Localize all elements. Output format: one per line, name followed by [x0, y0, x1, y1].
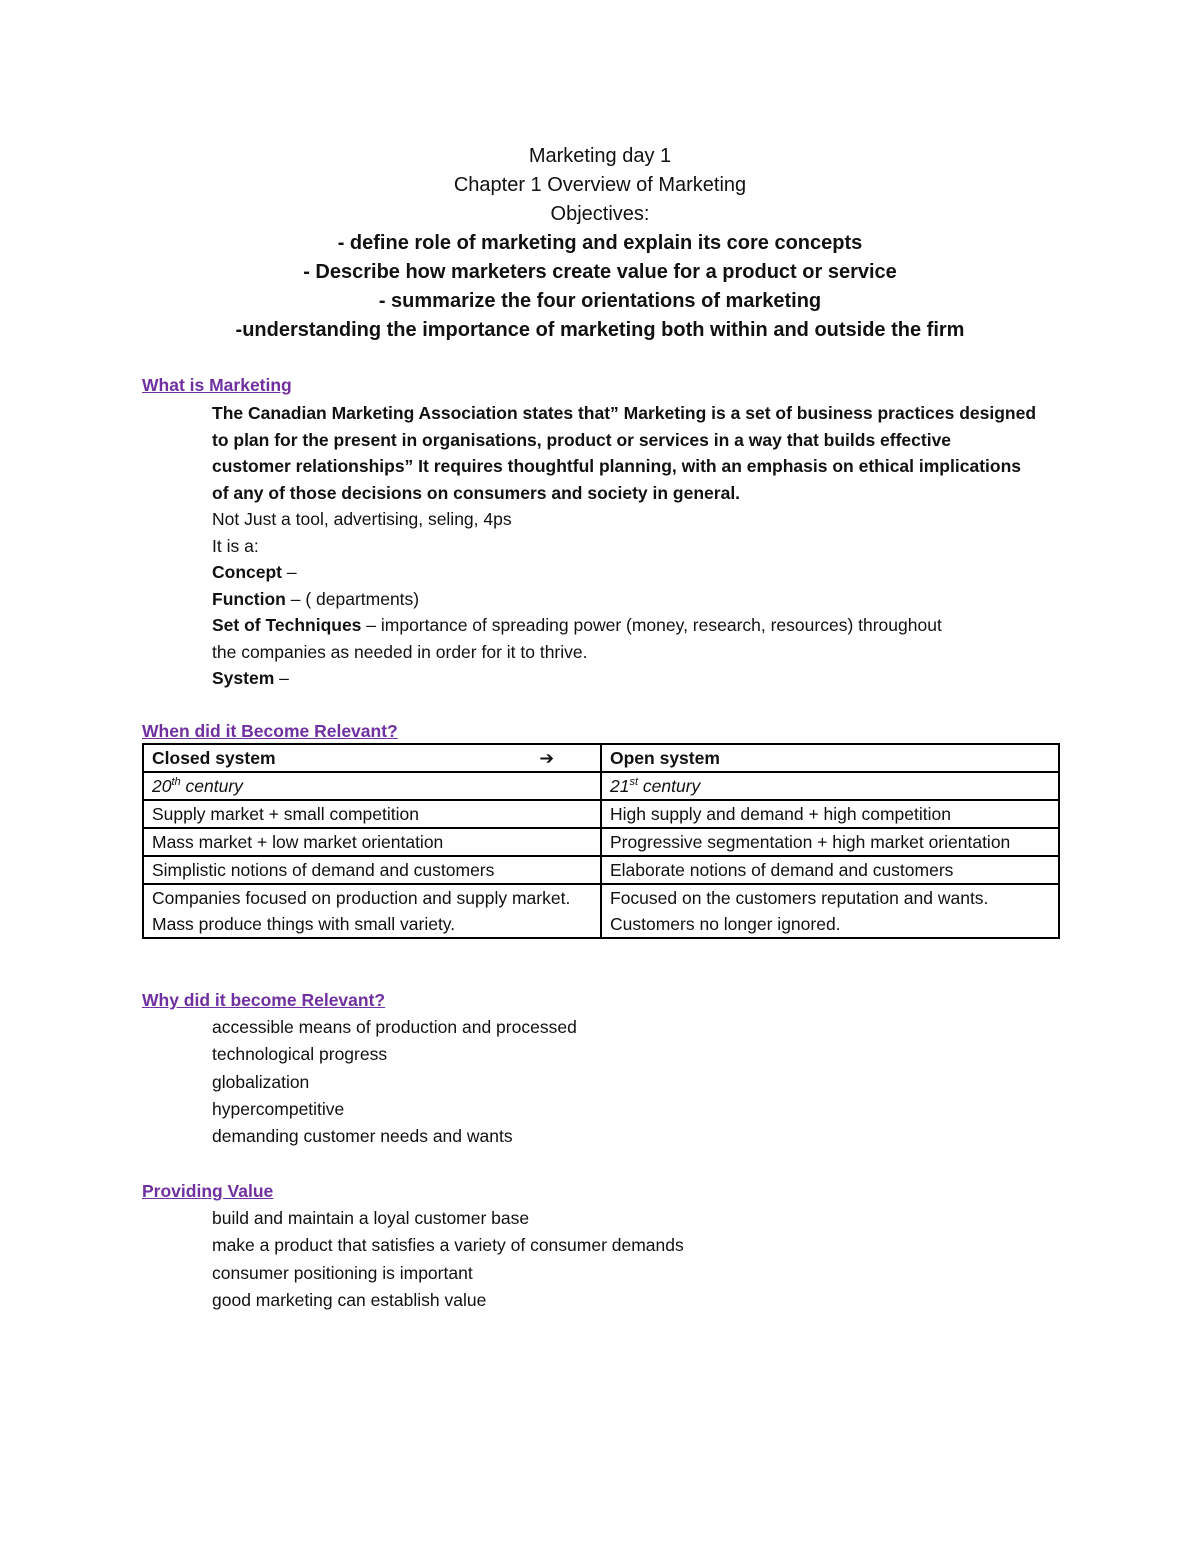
table-cell: Companies focused on production and supply market. Mass produce things with small variety.	[143, 884, 601, 938]
what-is-marketing-body	[212, 400, 1082, 692]
system-comparison-table	[142, 743, 1060, 939]
table-cell: Simplistic notions of demand and customers	[143, 856, 601, 884]
techniques-line-2: the companies as needed in order for it to thrive.	[212, 641, 588, 662]
table-cell: High supply and demand + high competition	[601, 800, 1059, 828]
century-word: century	[180, 776, 243, 796]
list-item: demanding customer needs and wants	[212, 1126, 513, 1147]
open-system-header: Open system	[610, 748, 720, 768]
objective-item: - summarize the four orientations of marketing	[378, 290, 822, 312]
objectives-label: Objectives:	[550, 203, 650, 225]
table-cell	[143, 772, 601, 800]
quote-line: The Canadian Marketing Association states that” Marketing is a set of business practices designed	[212, 403, 1037, 423]
page-title: Marketing day 1	[528, 145, 672, 167]
table-cell	[601, 772, 1059, 800]
closed-system-header: Closed system	[152, 748, 276, 768]
table-row	[143, 772, 1059, 800]
document-header	[0, 142, 1200, 345]
it-is-line: It is a:	[212, 535, 259, 556]
concept-label: Concept	[212, 562, 282, 582]
concept-line	[212, 559, 1082, 586]
century-suffix: st	[629, 776, 639, 789]
table-header-row	[143, 744, 1059, 772]
system-label: System	[212, 668, 275, 688]
list-item: hypercompetitive	[212, 1098, 345, 1119]
objective-item: -understanding the importance of marketing both within and outside the firm	[235, 319, 965, 341]
quote-line: of any of those decisions on consumers and society in general.	[212, 482, 741, 503]
section-heading-why-relevant: Why did it become Relevant?	[142, 990, 386, 1010]
century-suffix: th	[171, 776, 181, 789]
century-number: 21	[610, 776, 630, 796]
system-text: –	[274, 668, 289, 688]
table-row	[143, 800, 1059, 828]
table-cell: Mass market + low market orientation	[143, 828, 601, 856]
table-cell: Supply market + small competition	[143, 800, 601, 828]
list-item: consumer positioning is important	[212, 1262, 473, 1283]
list-item: good marketing can establish value	[212, 1289, 487, 1310]
objective-item: - define role of marketing and explain its core concepts	[337, 232, 863, 254]
quote-line: to plan for the present in organisations, product or services in a way that builds effective	[212, 429, 952, 450]
not-just-line: Not Just a tool, advertising, seling, 4ps	[212, 509, 512, 529]
century-number: 20	[152, 776, 172, 796]
section-heading-when-relevant: When did it Become Relevant?	[142, 721, 398, 741]
objective-item: - Describe how marketers create value for a product or service	[303, 261, 897, 283]
list-item: accessible means of production and processed	[212, 1017, 577, 1037]
list-item: make a product that satisfies a variety of consumer demands	[212, 1235, 684, 1256]
function-line	[212, 586, 1082, 613]
techniques-text: – importance of spreading power (money, research, resources) throughout	[361, 615, 942, 635]
section-heading-what-is-marketing: What is Marketing	[142, 375, 292, 395]
table-header-cell	[601, 744, 1059, 772]
section-heading-providing-value: Providing Value	[142, 1181, 274, 1201]
system-line	[212, 665, 1082, 692]
list-item: build and maintain a loyal customer base	[212, 1208, 530, 1228]
table-row	[143, 856, 1059, 884]
table-row	[143, 884, 1059, 938]
list-item: globalization	[212, 1071, 310, 1092]
table-cell: Elaborate notions of demand and customers	[601, 856, 1059, 884]
table-row	[143, 828, 1059, 856]
right-arrow-icon: ➔	[539, 748, 554, 768]
techniques-line	[212, 612, 1082, 639]
table-cell: Progressive segmentation + high market orientation	[601, 828, 1059, 856]
function-text: – ( departments)	[285, 588, 420, 609]
century-word: century	[638, 776, 701, 796]
why-relevant-list	[212, 1014, 577, 1150]
concept-text: –	[282, 562, 297, 582]
list-item: technological progress	[212, 1044, 388, 1065]
providing-value-list	[212, 1205, 684, 1314]
chapter-title: Chapter 1 Overview of Marketing	[453, 174, 747, 196]
function-label: Function	[212, 588, 286, 609]
techniques-label: Set of Techniques	[212, 615, 362, 635]
table-header-cell	[143, 744, 601, 772]
table-cell: Focused on the customers reputation and wants. Customers no longer ignored.	[601, 884, 1059, 938]
quote-line: customer relationships” It requires thoughtful planning, with an emphasis on ethical implications	[212, 456, 1021, 476]
